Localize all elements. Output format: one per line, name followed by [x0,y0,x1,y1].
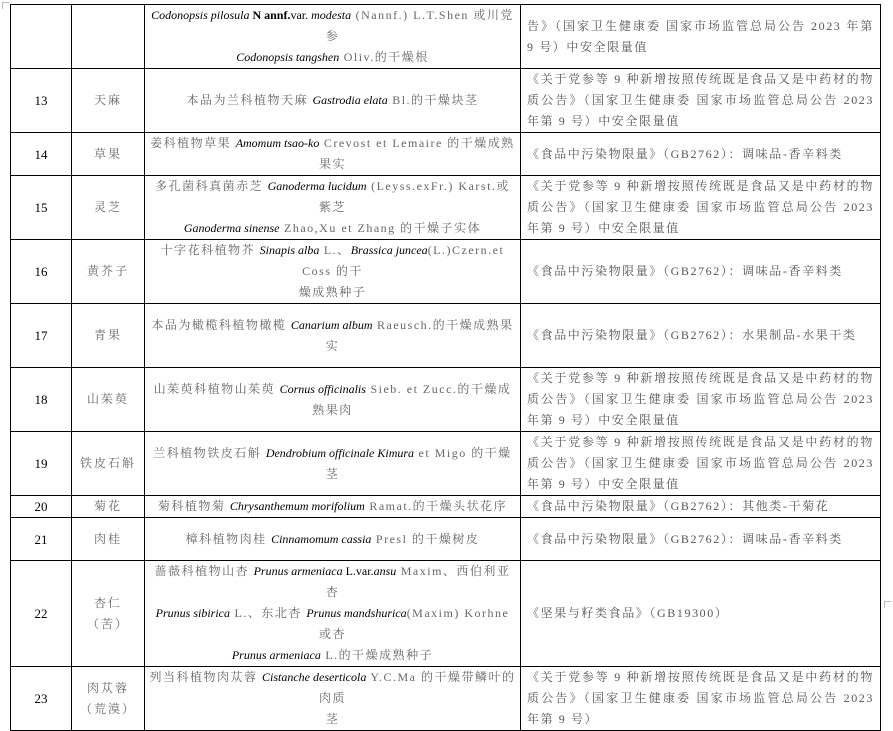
row-number: 21 [11,518,72,561]
row-number: 14 [11,133,72,176]
description-text: Sieb. et Zucc.的干燥成熟果肉 [312,381,512,417]
material-name-line: 灵芝 [93,200,122,214]
table-row [11,432,881,496]
material-name-line: 黄芥子 [86,264,129,278]
limit-standard: 《坚果与籽类食品》（GB19300） [521,561,881,667]
material-name [72,518,145,561]
latin-name-text: Prunus mandshurica [306,606,407,620]
table-row [11,496,881,518]
row-number: 20 [11,496,72,518]
description-text: (Nannf.) L.T.Shen 或川党参 [325,8,514,43]
material-description [145,368,521,432]
latin-name-text: Amomum tsao-ko [235,136,320,150]
table-row [11,518,881,561]
row-number: 23 [11,667,72,731]
description-text: Bl.的干燥块茎 [387,93,479,107]
row-number [11,5,72,69]
table-row [11,69,881,133]
description-text: 本品为橄榄科植物橄榄 [151,317,291,332]
latin-name-text: Cistanche deserticola [262,670,367,684]
latin-name-text: Brassica juncea [350,243,428,257]
latin-name-text: modesta [311,8,352,22]
description-text: Oliv.的干燥根 [339,50,429,64]
material-name-line: （苦） [86,616,129,631]
description-text: et Migo 的干燥茎 [325,445,512,481]
description-text: Zhao,Xu et Zhang 的干燥子实体 [279,221,482,235]
description-text: (Leyss.exFr.) Karst.或紫芝 [318,179,510,214]
material-description [145,496,521,518]
description-text: Y.C.Ma 的干燥带鳞叶的肉质 [318,670,516,705]
limit-standard: 《食品中污染物限量》（GB2762）：调味品-香辛料类 [521,518,881,561]
material-name-line: 肉苁蓉 [86,680,129,695]
material-name-line: 肉桂 [93,531,122,546]
description-text: 樟科植物肉桂 [185,531,272,546]
description-text: 多孔菌科真菌赤芝 [155,179,268,193]
description-text: 十字花科植物芥 [160,243,260,257]
description-text: Maxim、西伯利亚杏 [325,564,511,599]
material-name [72,561,145,667]
latin-name-text: Codonopsis tangshen [236,50,340,64]
table-row [11,5,881,69]
latin-name-text: Cinnamomum cassia [271,531,372,546]
limit-standard: 《食品中污染物限量》（GB2762）：水果制品-水果干类 [521,304,881,368]
description-text: (Maxim) Korhne 或杏 [318,606,510,641]
material-description [145,240,521,304]
page-corner-mark [884,601,891,608]
material-name [72,133,145,176]
limit-standard: 《食品中污染物限量》（GB2762）：调味品-香辛料类 [521,240,881,304]
description-text: Presl 的干燥树皮 [371,531,480,546]
description-text: 山茱萸科植物山茱萸 [153,381,280,396]
limit-standard: 《关于党参等 9 种新增按照传统既是食品又是中药材的物质公告》（国家卫生健康委 国家市场监管总局公告 2023 年第 9 号）中安全限量值 [521,368,881,432]
material-name-line: 铁皮石斛 [79,456,136,470]
material-description [145,304,521,368]
latin-name-text: Ganoderma lucidum [267,179,367,193]
table-row [11,667,881,731]
description-text: 姜科植物草果 [150,136,236,150]
table-row [11,133,881,176]
material-name-line: 草果 [93,146,122,161]
material-name [72,240,145,304]
description-text: 菊科植物菊 [157,499,230,513]
material-name-line: （荒漠） [79,701,136,716]
description-text: 本品为兰科植物天麻 [186,93,313,107]
table-row [11,368,881,432]
material-name [72,368,145,432]
material-name [72,496,145,518]
latin-name-text: Cornus officinalis [279,381,366,396]
limit-standard: 《关于党参等 9 种新增按照传统既是食品又是中药材的物质公告》（国家卫生健康委 国家市场监管总局公告 2023 年第 9 号）中安全限量值 [521,176,881,240]
material-description [145,5,521,69]
limit-standard: 《食品中污染物限量》（GB2762）：调味品-香辛料类 [521,133,881,176]
material-name [72,5,145,69]
latin-name-text: Gastrodia elata [312,93,388,107]
latin-name-text: Dendrobium officinale Kimura [265,445,415,460]
table-row [11,176,881,240]
latin-name-text: Chrysanthemum morifolium [229,499,365,513]
limit-standard: 告》（国家卫生健康委 国家市场监管总局公告 2023 年第 9 号）中安全限量值 [521,5,881,69]
limit-standard: 《关于党参等 9 种新增按照传统既是食品又是中药材的物质公告》（国家卫生健康委 国家市场监管总局公告 2023 年第 9 号）中安全限量值 [521,432,881,496]
description-text: var. [290,8,312,22]
material-description [145,561,521,667]
material-description [145,667,521,731]
description-text: Crevost et Lemaire 的干燥成熟果实 [318,136,515,171]
latin-name-text: Ganoderma sinense [183,221,280,235]
limit-standard: 《关于党参等 9 种新增按照传统既是食品又是中药材的物质公告》（国家卫生健康委 国家市场监管总局公告 2023 年第 9 号） [521,667,881,731]
description-text: L.var. [342,564,374,578]
material-name [72,69,145,133]
description-text: L.、 [319,243,351,257]
row-number: 17 [11,304,72,368]
latin-name-text: ansu [373,564,397,578]
latin-name-text: Codonopsis pilosula [151,8,253,22]
row-number: 16 [11,240,72,304]
table-row [11,240,881,304]
material-name-line: 山茱萸 [86,392,129,406]
materials-table [10,4,881,731]
row-number: 15 [11,176,72,240]
material-description [145,176,521,240]
description-text: 兰科植物铁皮石斛 [153,445,266,460]
material-name-line: 杏仁 [93,595,122,610]
material-description [145,432,521,496]
table-row [11,304,881,368]
page-corner-mark [2,2,9,9]
material-description [145,69,521,133]
description-text: Ramat.的干燥头状花序 [364,499,508,513]
row-number: 18 [11,368,72,432]
description-text: (L.)Czern.et Coss 的干 [302,243,505,278]
material-name [72,432,145,496]
material-name-line: 菊花 [93,499,122,513]
limit-standard: 《关于党参等 9 种新增按照传统既是食品又是中药材的物质公告》（国家卫生健康委 国家市场监管总局公告 2023 年第 9 号）中安全限量值 [521,69,881,133]
material-name-line: 青果 [93,328,122,342]
description-text: N annf. [252,8,291,22]
description-text: 茎 [325,712,340,726]
row-number: 22 [11,561,72,667]
row-number: 19 [11,432,72,496]
description-text: 列当科植物肉苁蓉 [149,670,262,684]
material-name [72,176,145,240]
table-row [11,561,881,667]
description-text: L.、东北杏 [230,606,307,620]
latin-name-text: Prunus armeniaca [253,564,343,578]
description-text: L.的干燥成熟种子 [320,648,434,662]
latin-name-text: Prunus armeniaca [231,648,321,662]
material-description [145,133,521,176]
limit-standard: 《食品中污染物限量》（GB2762）：其他类-干菊花 [521,496,881,518]
description-text: Raeusch.的干燥成熟果实 [325,317,514,353]
material-description [145,518,521,561]
latin-name-text: Prunus sibirica [155,606,230,620]
latin-name-text: Sinapis alba [259,243,320,257]
latin-name-text: Canarium album [290,317,373,332]
material-name [72,667,145,731]
material-name-line: 天麻 [93,93,122,107]
description-text: 蔷薇科植物山杏 [154,564,254,578]
table-body [11,5,881,731]
row-number: 13 [11,69,72,133]
description-text: 燥成熟种子 [298,285,367,299]
material-name [72,304,145,368]
